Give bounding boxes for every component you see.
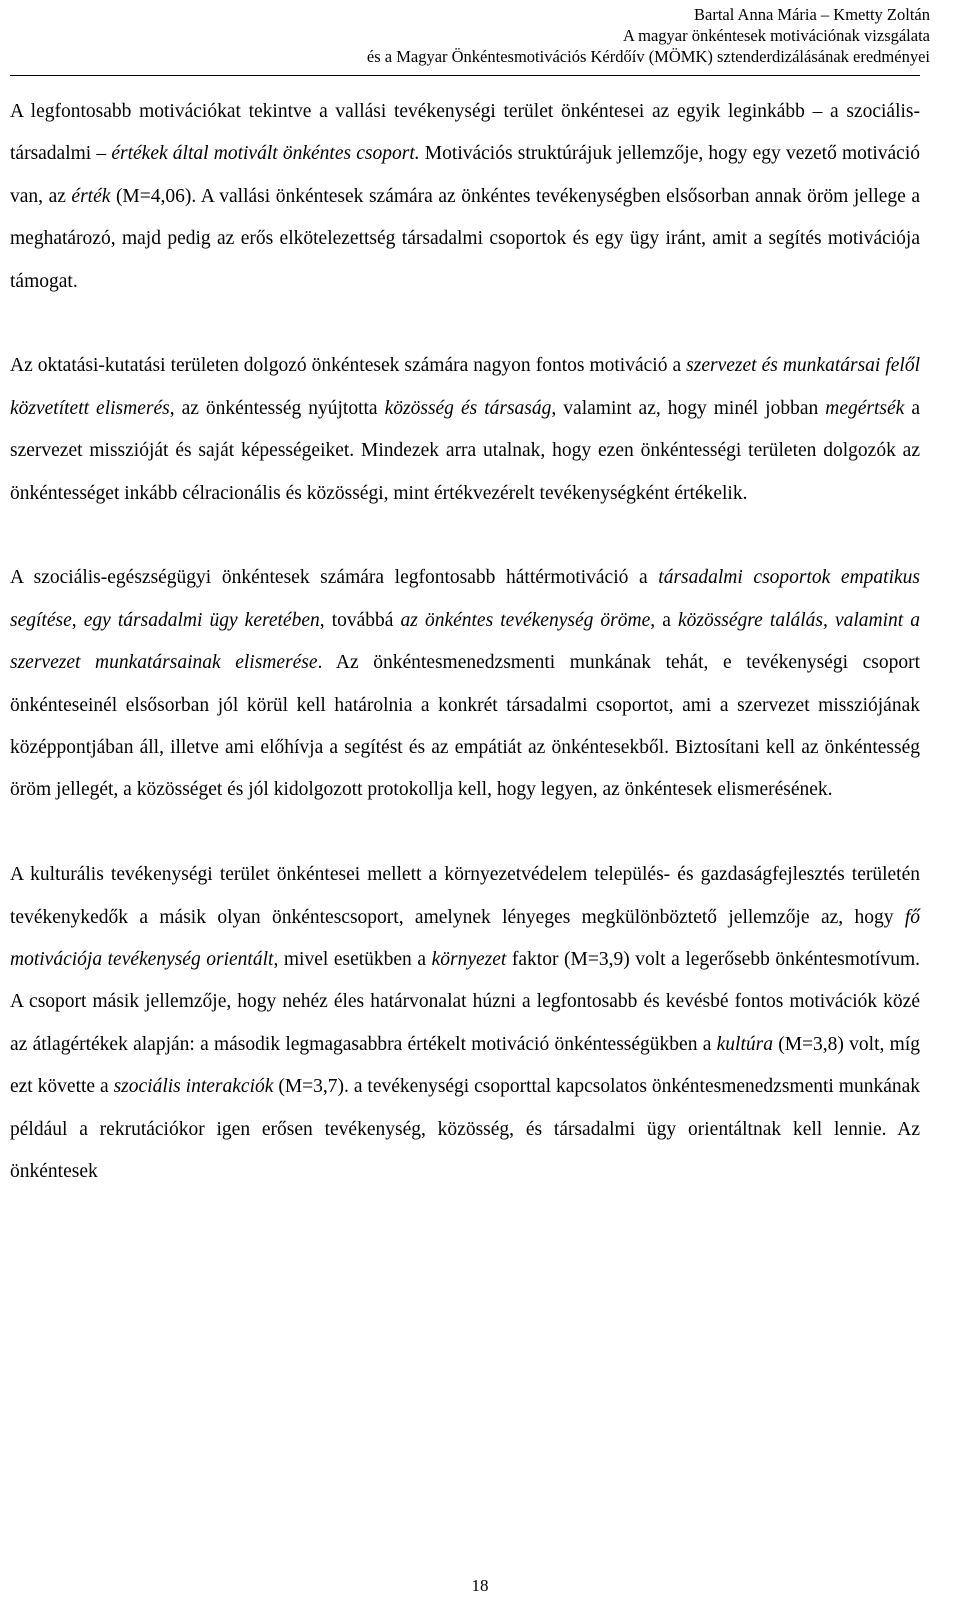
text-run: , a — [650, 609, 678, 631]
emphasis-text: környezet — [431, 949, 507, 971]
body-text — [10, 91, 920, 1194]
page-number: 18 — [471, 1576, 489, 1595]
emphasis-text: szociális interakciók — [113, 1076, 274, 1098]
header-divider — [10, 75, 920, 76]
paragraph — [10, 854, 920, 1193]
text-run: A kulturális tevékenységi terület önkéntesei mellett a környezetvédelem település- és gazdaságfejlesztés területén tevékenykedők a másik olyan önkéntescsoport, amelynek lényeges megkülönböztető jellemzője az, hogy — [10, 864, 920, 928]
emphasis-text: megértsék — [825, 397, 905, 419]
text-run: , — [71, 609, 84, 631]
text-run: . Az önkéntesmenedzsmenti munkának tehát, e tevékenységi csoport önkénteseinél elsősorban jól körül kell határolnia a konkrét társadalmi csoportot, ami a szervezet missziójának középpontjában áll, illetve ami előhívja a segítést és az empátiát az önkéntesekből. Biztosítani kell az önkéntesség öröm jellegét, a közösséget és jól kidolgozott protokollja kell, hogy legyen, az önkéntesek elismerésének. — [10, 652, 920, 801]
paragraph — [10, 345, 920, 515]
emphasis-text: társadalmi csoportok empatikus segítése — [10, 567, 920, 631]
emphasis-text: szervezet és munkatársai felől közvetített elismerés — [10, 355, 921, 419]
emphasis-text: érték — [71, 185, 111, 207]
text-run: faktor (M=3,9) volt a legerősebb önkéntesmotívum. A csoport másik jellemzője, hogy nehéz éles határvonalat húzni a legfontosabb és kevésbé fontos motivációk közé az átlagértékek alapján: a második legmagasabbra értékelt motiváció önkéntességükben a — [10, 949, 920, 1055]
emphasis-text: egy társadalmi ügy keretében — [83, 609, 320, 631]
paragraph — [10, 91, 920, 303]
header-title-line2: és a Magyar Önkéntesmotivációs Kérdőív (MÖMK) sztenderdizálásának eredményei — [366, 47, 930, 66]
paragraph — [10, 557, 920, 811]
text-run: , továbbá — [319, 609, 401, 631]
text-run: (M=3,8) volt, míg ezt követte a — [10, 1033, 920, 1098]
text-run: Motivációs struktúrájuk jellemzője, hogy egy vezető motiváció van, az — [10, 143, 920, 207]
emphasis-text: kultúra — [716, 1033, 773, 1055]
header-authors: Bartal Anna Mária – Kmetty Zoltán — [694, 5, 930, 24]
text-run: A szociális-egészségügyi önkéntesek számára legfontosabb háttérmotiváció a — [10, 567, 659, 589]
text-run: Az oktatási-kutatási területen dolgozó önkéntesek számára nagyon fontos motiváció a — [10, 355, 687, 377]
text-run: a szervezet misszióját és saját képességeiket. Mindezek arra utalnak, hogy ezen önkéntességi területen dolgozók az önkéntességet inkább célracionális és közösségi, mint értékvezérelt tevékenységként értékelik. — [10, 397, 920, 504]
text-run: A legfontosabb motivációkat tekintve a vallási tevékenységi terület önkéntesei az egyik leginkább – a szociális-társadalmi – — [10, 101, 920, 165]
header-title-line1: A magyar önkéntesek motivációnak vizsgálata — [623, 26, 930, 45]
text-run: , valamint az, hogy minél jobban — [551, 397, 826, 419]
emphasis-text: közösség és társaság — [384, 397, 552, 419]
text-run: , mivel esetükben a — [273, 949, 432, 971]
emphasis-text: közösségre találás, valamint a szervezet munkatársainak elismerése — [10, 609, 921, 674]
running-header — [367, 4, 930, 67]
text-run: (M=4,06). A vallási önkéntesek számára az önkéntes tevékenységben elsősorban annak öröm jellege a meghatározó, majd pedig az erős elkötelezettség társadalmi csoportok és egy ügy iránt, amit a segítés motivációja támogat. — [10, 185, 921, 292]
emphasis-text: az önkéntes tevékenység öröme — [400, 609, 651, 631]
text-run: (M=3,7). a tevékenységi csoporttal kapcsolatos önkéntesmenedzsmenti munkának például a rekrutációkor igen erősen tevékenység, közösség, és társadalmi ügy orientáltnak kell lennie. Az önkéntesek — [10, 1076, 920, 1183]
emphasis-text: értékek által motivált önkéntes csoport. — [111, 143, 420, 165]
emphasis-text: fő motivációja tevékenység orientált — [10, 906, 920, 971]
text-run: , az önkéntesség nyújtotta — [169, 397, 385, 419]
